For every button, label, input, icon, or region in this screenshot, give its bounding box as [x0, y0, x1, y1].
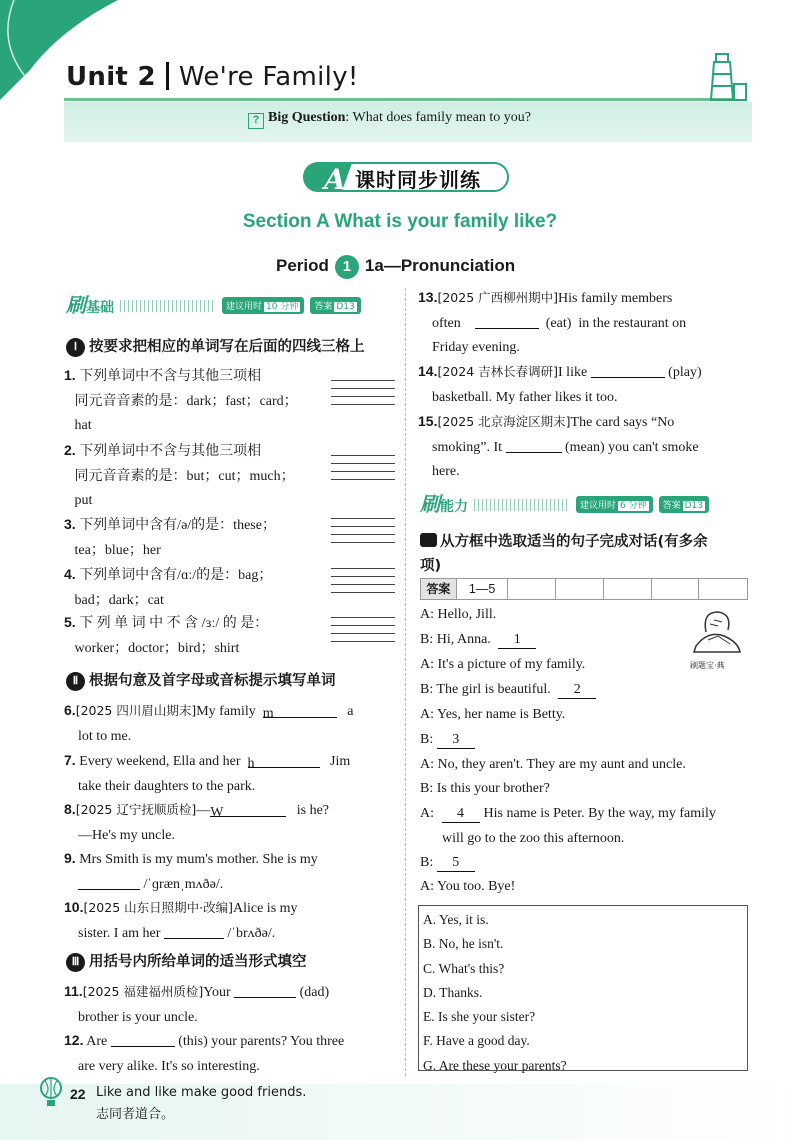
- corner-decoration: [0, 0, 130, 110]
- banner-label: 课时同步训练: [355, 168, 481, 192]
- blank-8[interactable]: W: [210, 801, 286, 817]
- part4-heading: 从方框中选取适当的句子完成对话(有多余 项): [420, 534, 708, 574]
- option-c: C. What's this?: [423, 960, 505, 976]
- question-8: 8.[2025 辽宁抚顺质检]—W is he? —He's my uncle.: [64, 801, 329, 843]
- question-7: 7. Every weekend, Ella and her h Jim take their daughters to the park.: [64, 752, 351, 794]
- option-b: B. No, he isn't.: [423, 936, 504, 952]
- blank-10[interactable]: [164, 923, 224, 939]
- ability-practice-bar: 刷能力 建议用时 6 分钟 答案 D13: [420, 488, 709, 510]
- dialogue-line-3: A: It's a picture of my family.: [420, 657, 586, 672]
- answer-grid[interactable]: 答案 1—5: [420, 578, 748, 600]
- option-e: E. Is she your sister?: [423, 1009, 536, 1025]
- period-title: Period 1 1a—Pronunciation: [276, 255, 515, 279]
- dialogue-line-2: B: Hi, Anna. 1: [420, 632, 540, 649]
- option-d: D. Thanks.: [423, 984, 483, 1000]
- dialogue-line-9: A: 4 His name is Peter. By the way, my family: [420, 806, 716, 821]
- proverb-english: Like and like make good friends.: [96, 1085, 307, 1100]
- lighthouse-icon: [700, 50, 750, 102]
- blank-12[interactable]: [111, 1031, 175, 1047]
- writing-lines-2[interactable]: [331, 455, 395, 487]
- option-f: F. Have a good day.: [423, 1033, 530, 1049]
- blank-6[interactable]: m: [263, 702, 337, 718]
- question-2: 2. 下列单词中不含与其他三项相 同元音音素的是：but；cut；much； put: [64, 442, 295, 508]
- question-12: 12. Are (this) your parents? You three are very alike. It's so interesting.: [64, 1032, 345, 1074]
- writing-lines-4[interactable]: [331, 568, 395, 600]
- writing-lines-5[interactable]: [331, 617, 395, 649]
- option-a: A. Yes, it is.: [423, 912, 489, 927]
- dialogue-line-4: B: The girl is beautiful. 2: [420, 682, 600, 699]
- question-3: 3. 下列单词中含有/ə/的是：these； tea；blue；her: [64, 516, 276, 558]
- dialogue-line-11: B: 5: [420, 855, 475, 872]
- basic-practice-bar: 刷基础 建议用时 10 分钟 答案 D13: [66, 289, 361, 311]
- blank-15[interactable]: [506, 437, 562, 453]
- question-9: 9. Mrs Smith is my mum's mother. She is my /ˈɡrænˌmʌðə/.: [64, 850, 318, 892]
- section-title: Section A What is your family like?: [242, 211, 558, 232]
- dialogue-line-8: B: Is this your brother?: [420, 781, 550, 796]
- question-5: 5. 下 列 单 词 中 不 含 /ɜː/ 的 是： worker；doctor；bird；shirt: [64, 614, 269, 656]
- proverb-chinese: 志同者道合。: [96, 1107, 175, 1122]
- blank-7[interactable]: h: [248, 752, 320, 768]
- question-6: 6.[2025 四川眉山期末]My family m a lot to me.: [64, 702, 354, 744]
- dialogue-line-7: A: No, they aren't. They are my aunt and uncle.: [420, 757, 686, 772]
- unit-title: Unit 2 We're Family!: [66, 62, 359, 92]
- dialogue-line-5: A: Yes, her name is Betty.: [420, 707, 566, 722]
- question-4: 4. 下列单词中含有/ɑː/的是：bag； bad；dark；cat: [64, 566, 273, 608]
- part3-heading: Ⅲ 用括号内所给单词的适当形式填空: [66, 950, 307, 972]
- answer-blank-4[interactable]: 4: [442, 806, 480, 823]
- answer-blank-5[interactable]: 5: [437, 855, 475, 872]
- blank-13[interactable]: [475, 313, 539, 329]
- cartoon-sketch: [688, 606, 748, 664]
- page-number: 22: [70, 1086, 86, 1102]
- part2-heading: Ⅱ 根据句意及首字母或音标提示填写单词: [66, 669, 336, 691]
- header-rule: [64, 98, 734, 101]
- writing-lines-1[interactable]: [331, 380, 395, 412]
- question-11: 11.[2025 福建福州质检]Your (dad) brother is your uncle.: [64, 983, 330, 1025]
- blank-14[interactable]: [591, 362, 665, 378]
- question-15: 15.[2025 北京海淀区期末]The card says “No smoking”. It (mean) you can't smoke here.: [418, 413, 699, 479]
- answer-blank-3[interactable]: 3: [437, 732, 475, 749]
- question-14: 14.[2024 吉林长春调研]I like (play) basketball. My father likes it too.: [418, 363, 702, 405]
- question-10: 10.[2025 山东日照期中·改编]Alice is my sister. I am her /ˈbrʌðə/.: [64, 899, 298, 941]
- dialogue-line-6: B: 3: [420, 732, 475, 749]
- dialogue-line-10: will go to the zoo this afternoon.: [442, 831, 625, 846]
- dialogue-line-12: A: You too. Bye!: [420, 879, 516, 894]
- dialogue-line-1: A: Hello, Jill.: [420, 607, 497, 622]
- big-question: ? Big Question: What does family mean to you?: [248, 110, 531, 129]
- column-divider: [405, 288, 406, 1076]
- options-box: [418, 905, 748, 1071]
- answer-blank-1[interactable]: 1: [498, 632, 536, 649]
- option-g: G. Are these your parents?: [423, 1057, 567, 1073]
- part1-heading: Ⅰ 按要求把相应的单词写在后面的四线三格上: [66, 335, 365, 357]
- blank-11[interactable]: [234, 982, 296, 998]
- banner-letter: A: [324, 163, 346, 194]
- question-icon: ?: [248, 113, 264, 129]
- blank-9[interactable]: [78, 874, 140, 890]
- balloon-icon: [38, 1077, 64, 1107]
- speech-bubble-icon: [420, 533, 437, 547]
- question-13: 13.[2025 广西柳州期中]His family members often (eat) in the restaurant on Friday evening.: [418, 289, 687, 355]
- answer-blank-2[interactable]: 2: [558, 682, 596, 699]
- question-1: 1. 下列单词中不含与其他三项相 同元音音素的是：dark；fast；card； hat: [64, 367, 298, 433]
- sketch-caption: 刷题宝·典: [690, 661, 725, 670]
- period-number: 1: [335, 255, 359, 279]
- writing-lines-3[interactable]: [331, 518, 395, 550]
